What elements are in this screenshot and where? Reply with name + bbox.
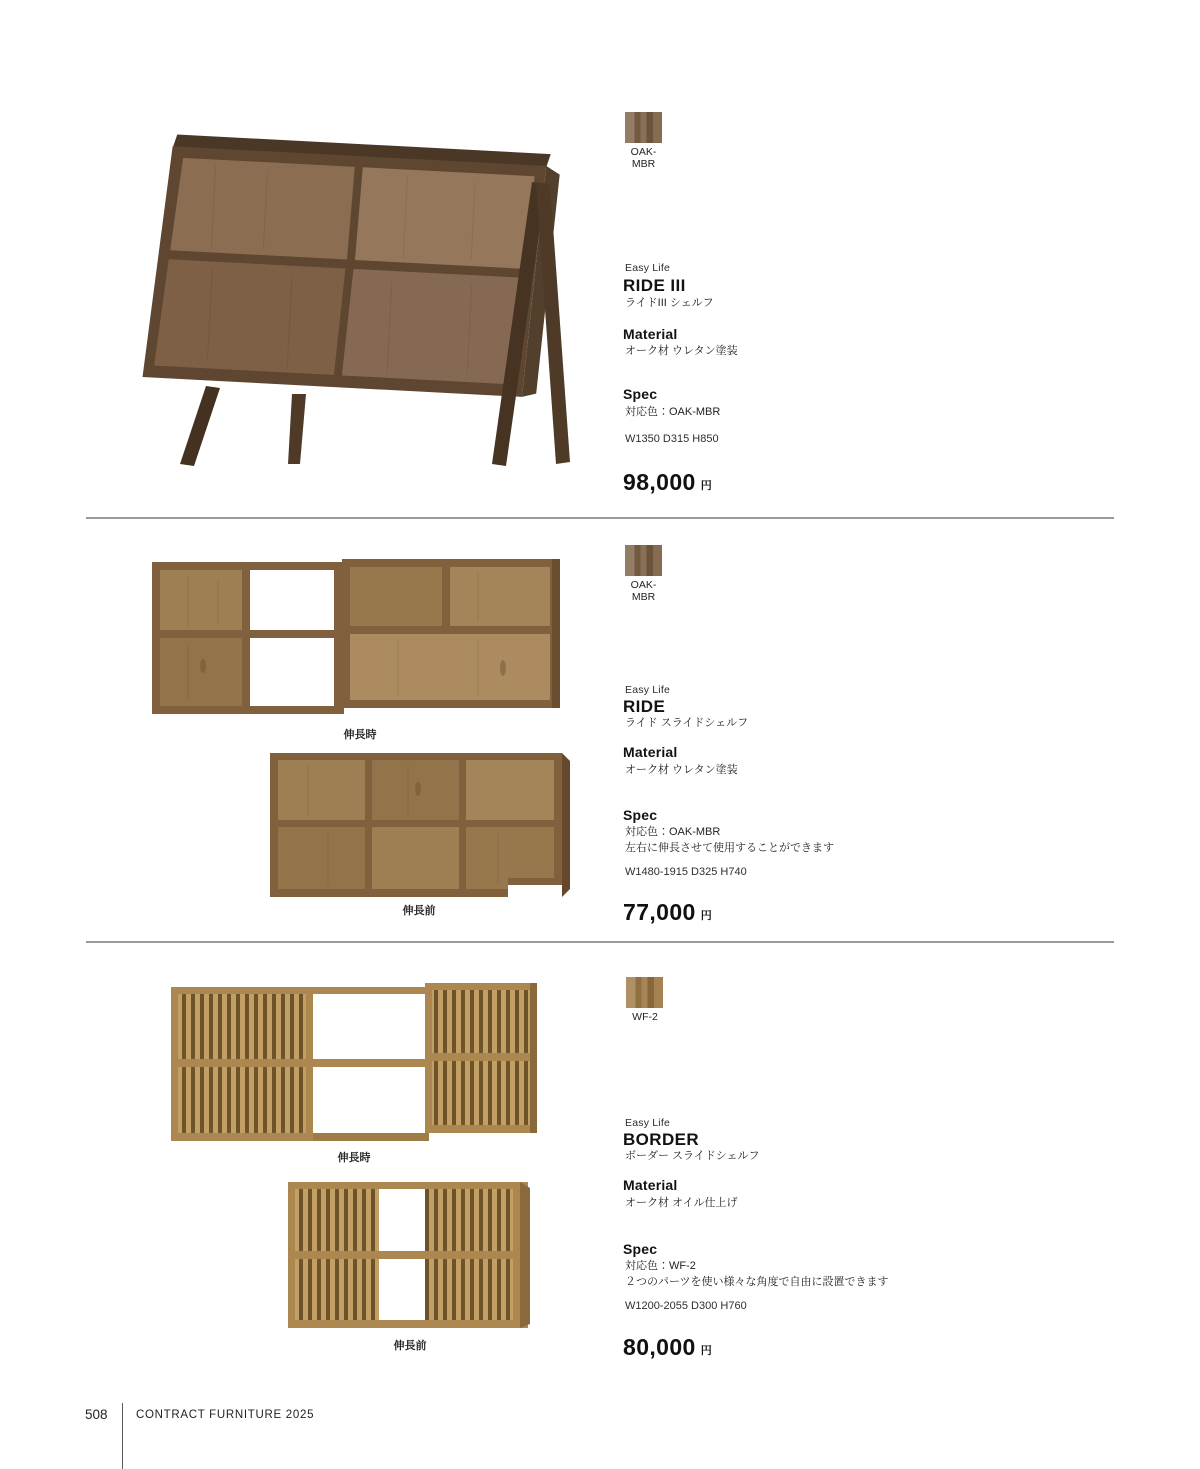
product-photo-ride-before [268,749,570,901]
price-value: 77,000 [623,899,696,925]
caption-extended: 伸長時 [343,729,377,741]
price-currency: 円 [700,480,712,492]
swatch-label: OAK- MBR [630,146,657,170]
product-name: BORDER [623,1130,700,1149]
swatch-label: OAK- MBR [630,579,657,603]
caption-before: 伸長前 [402,905,436,917]
price-row [623,471,712,494]
spec-note-text: ２つのパーツを使い様々な角度で自由に設置できます [625,1276,889,1288]
spec-heading: Spec [623,386,658,402]
brand-name: Easy Life [625,262,670,274]
product-subtitle: ボーダー スライドシェルフ [625,1150,760,1162]
color-swatch [626,977,663,1008]
product-photo-border-before [284,1178,536,1332]
spec-heading: Spec [623,807,658,823]
spec-heading: Spec [623,1241,658,1257]
footer-catalog-title: CONTRACT FURNITURE 2025 [136,1409,315,1421]
product-subtitle: ライド スライドシェルフ [625,717,749,729]
caption-extended: 伸長時 [337,1152,371,1164]
dimensions-text: W1480-1915 D325 H740 [625,866,747,878]
ride-extended-illustration [148,556,572,723]
material-text: オーク材 ウレタン塗装 [625,764,738,776]
material-heading: Material [623,744,678,760]
dimensions-text: W1350 D315 H850 [625,433,719,445]
product-photo-border-extended [167,981,541,1149]
spec-note-text: 左右に伸長させて使用することができます [625,842,834,854]
ride-iii-shelf-illustration [140,128,590,470]
material-heading: Material [623,1177,678,1193]
price-row [623,1336,712,1359]
product-name: RIDE III [623,276,686,295]
material-text: オーク材 オイル仕上げ [625,1197,738,1209]
spec-color-text: 対応色：OAK-MBR [625,406,721,418]
color-swatch [625,545,662,576]
footer-page-number: 508 [85,1407,108,1422]
material-text: オーク材 ウレタン塗装 [625,345,738,357]
dimensions-text: W1200-2055 D300 H760 [625,1300,747,1312]
price-value: 98,000 [623,469,696,495]
section-divider [86,941,1114,943]
price-row [623,901,712,924]
footer-divider [122,1403,123,1469]
product-name: RIDE [623,697,666,716]
spec-color-text: 対応色：OAK-MBR [625,826,721,838]
product-photo-ride-extended [148,556,572,723]
material-heading: Material [623,326,678,342]
price-currency: 円 [700,1345,712,1357]
caption-before: 伸長前 [393,1340,427,1352]
brand-name: Easy Life [625,1117,670,1129]
brand-name: Easy Life [625,684,670,696]
border-extended-illustration [167,981,541,1149]
swatch-label: WF-2 [632,1011,658,1023]
price-currency: 円 [700,910,712,922]
spec-color-text: 対応色：WF-2 [625,1260,696,1272]
product-subtitle: ライドIII シェルフ [625,297,714,309]
color-swatch [625,112,662,143]
section-divider [86,517,1114,519]
border-before-illustration [284,1178,536,1332]
ride-before-illustration [268,749,570,901]
price-value: 80,000 [623,1334,696,1360]
product-photo-ride-iii [140,128,590,470]
